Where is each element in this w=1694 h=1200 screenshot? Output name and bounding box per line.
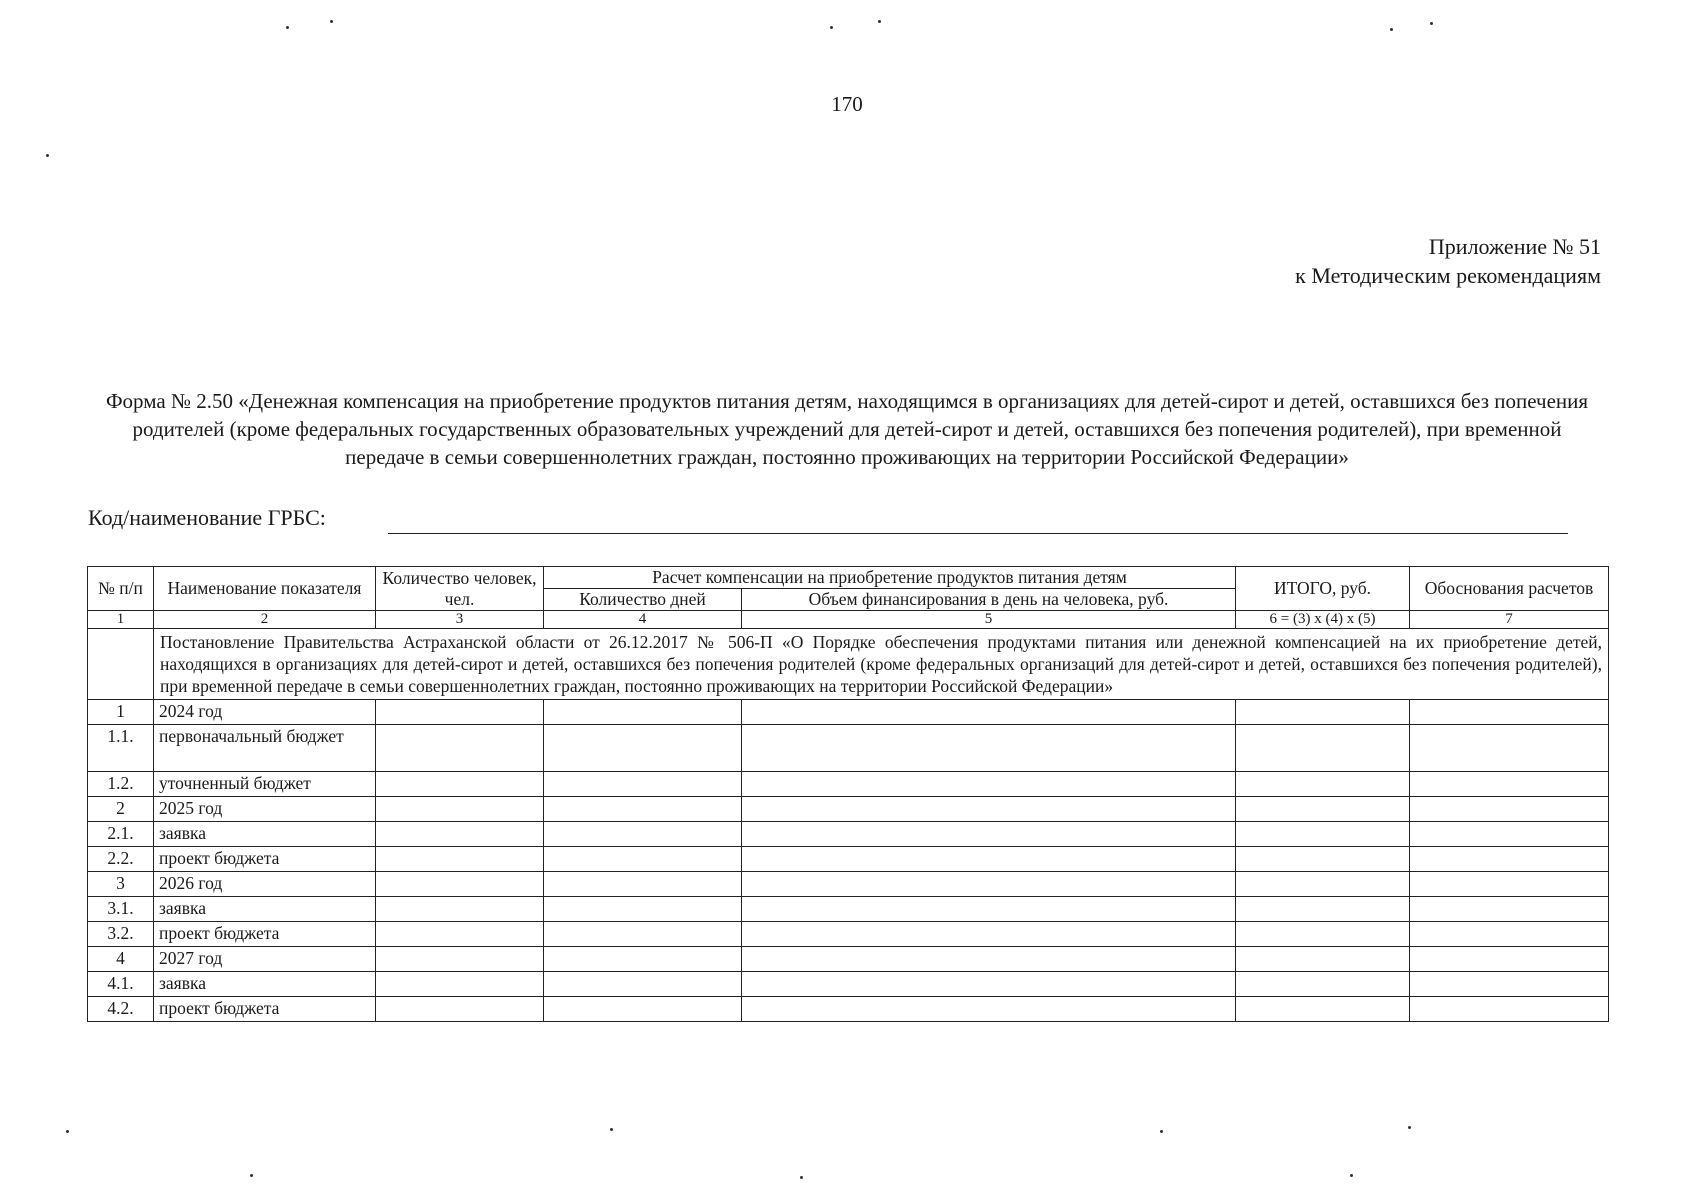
funding-cell: [742, 947, 1236, 972]
total-cell: [1236, 700, 1410, 725]
column-index: 6 = (3) x (4) x (5): [1236, 611, 1410, 629]
table-row: [88, 797, 1609, 822]
row-number: 2.1.: [88, 822, 154, 847]
table-row: [88, 700, 1609, 725]
appendix-line-1: Приложение № 51: [1428, 234, 1601, 259]
funding-cell: [742, 725, 1236, 772]
justification-cell: [1410, 725, 1609, 772]
header-funding: Объем финансирования в день на человека, руб.: [742, 589, 1236, 611]
days-cell: [544, 700, 742, 725]
row-number: 1.1.: [88, 725, 154, 772]
days-cell: [544, 872, 742, 897]
scan-speck: [1408, 1126, 1411, 1129]
table-row: [88, 997, 1609, 1022]
table-row: [88, 922, 1609, 947]
row-number: 4: [88, 947, 154, 972]
total-cell: [1236, 847, 1410, 872]
total-cell: [1236, 822, 1410, 847]
row-name: 2024 год: [154, 700, 376, 725]
scan-speck: [878, 20, 881, 23]
row-name: проект бюджета: [154, 847, 376, 872]
days-cell: [544, 797, 742, 822]
header-justification: Обоснования расчетов: [1410, 567, 1609, 611]
row-number: 4.2.: [88, 997, 154, 1022]
row-number: 3: [88, 872, 154, 897]
header-compensation-group: Расчет компенсации на приобретение продуктов питания детям: [544, 567, 1236, 589]
scan-speck: [286, 26, 289, 29]
total-cell: [1236, 872, 1410, 897]
funding-cell: [742, 997, 1236, 1022]
total-cell: [1236, 797, 1410, 822]
days-cell: [544, 725, 742, 772]
scan-speck: [330, 20, 333, 23]
row-number: 3.2.: [88, 922, 154, 947]
justification-cell: [1410, 847, 1609, 872]
scan-speck: [830, 26, 833, 29]
appendix-note: [1295, 232, 1601, 290]
table-row: [88, 822, 1609, 847]
row-number: 2: [88, 797, 154, 822]
justification-cell: [1410, 872, 1609, 897]
scan-speck: [1390, 28, 1393, 31]
table-row: [88, 847, 1609, 872]
form-title: Форма № 2.50 «Денежная компенсация на приобретение продуктов питания детям, находящимся в организациях для детей-сирот и детей, оставшихся без попечения родителей (кроме федеральных государственных образовательных учреждений для детей-сирот и детей, оставшихся без попечения родителей), при временной передаче в семьи совершеннолетних граждан, постоянно проживающих на территории Российской Федерации»: [105, 389, 1589, 469]
people-cell: [376, 700, 544, 725]
people-cell: [376, 797, 544, 822]
funding-cell: [742, 847, 1236, 872]
row-name: первоначальный бюджет: [154, 725, 376, 772]
row-name: проект бюджета: [154, 922, 376, 947]
scan-speck: [250, 1174, 253, 1177]
row-name: уточненный бюджет: [154, 772, 376, 797]
table-row: [88, 872, 1609, 897]
table-row: [88, 725, 1609, 772]
total-cell: [1236, 997, 1410, 1022]
row-number: 3.1.: [88, 897, 154, 922]
funding-cell: [742, 797, 1236, 822]
days-cell: [544, 772, 742, 797]
days-cell: [544, 997, 742, 1022]
funding-cell: [742, 772, 1236, 797]
column-index: 2: [154, 611, 376, 629]
funding-cell: [742, 872, 1236, 897]
header-days: Количество дней: [544, 589, 742, 611]
justification-cell: [1410, 972, 1609, 997]
row-number: 1.2.: [88, 772, 154, 797]
row-name: 2025 год: [154, 797, 376, 822]
row-number: 2.2.: [88, 847, 154, 872]
funding-cell: [742, 972, 1236, 997]
people-cell: [376, 772, 544, 797]
people-cell: [376, 725, 544, 772]
row-name: 2026 год: [154, 872, 376, 897]
total-cell: [1236, 772, 1410, 797]
header-people: Количество человек, чел.: [376, 567, 544, 611]
justification-cell: [1410, 997, 1609, 1022]
people-cell: [376, 872, 544, 897]
justification-cell: [1410, 897, 1609, 922]
row-name: заявка: [154, 822, 376, 847]
column-index: 4: [544, 611, 742, 629]
row-name: заявка: [154, 972, 376, 997]
row-name: 2027 год: [154, 947, 376, 972]
table-header-row: [88, 567, 1609, 589]
column-index: 5: [742, 611, 1236, 629]
row-number: 4.1.: [88, 972, 154, 997]
total-cell: [1236, 947, 1410, 972]
column-index: 1: [88, 611, 154, 629]
grbs-label: Код/наименование ГРБС:: [88, 505, 326, 530]
people-cell: [376, 997, 544, 1022]
column-index: 7: [1410, 611, 1609, 629]
funding-cell: [742, 822, 1236, 847]
appendix-line-2: к Методическим рекомендациям: [1295, 263, 1601, 288]
row-number: 1: [88, 700, 154, 725]
justification-cell: [1410, 797, 1609, 822]
funding-cell: [742, 897, 1236, 922]
header-num: № п/п: [88, 567, 154, 611]
funding-cell: [742, 922, 1236, 947]
justification-cell: [1410, 922, 1609, 947]
table-row: [88, 772, 1609, 797]
total-cell: [1236, 897, 1410, 922]
row-name: заявка: [154, 897, 376, 922]
decree-num-cell: [88, 629, 154, 700]
people-cell: [376, 947, 544, 972]
days-cell: [544, 822, 742, 847]
funding-cell: [742, 700, 1236, 725]
table-row: [88, 897, 1609, 922]
page-number: 170: [831, 92, 863, 116]
justification-cell: [1410, 947, 1609, 972]
grbs-fill-line: [388, 533, 1568, 534]
header-name: Наименование показателя: [154, 567, 376, 611]
people-cell: [376, 972, 544, 997]
days-cell: [544, 897, 742, 922]
row-name: проект бюджета: [154, 997, 376, 1022]
total-cell: [1236, 725, 1410, 772]
justification-cell: [1410, 700, 1609, 725]
decree-row: [88, 629, 1609, 700]
scan-speck: [1160, 1130, 1163, 1133]
days-cell: [544, 847, 742, 872]
table-row: [88, 947, 1609, 972]
total-cell: [1236, 972, 1410, 997]
days-cell: [544, 922, 742, 947]
justification-cell: [1410, 772, 1609, 797]
scan-speck: [610, 1128, 613, 1131]
people-cell: [376, 822, 544, 847]
scan-speck: [1430, 22, 1433, 25]
scan-speck: [800, 1176, 803, 1179]
table-body: [88, 700, 1609, 1022]
justification-cell: [1410, 822, 1609, 847]
people-cell: [376, 847, 544, 872]
header-total: ИТОГО, руб.: [1236, 567, 1410, 611]
scan-speck: [46, 154, 49, 157]
total-cell: [1236, 922, 1410, 947]
people-cell: [376, 897, 544, 922]
scan-speck: [66, 1130, 69, 1133]
column-index-row: [88, 611, 1609, 629]
calculation-table: [87, 566, 1609, 1022]
table-row: [88, 972, 1609, 997]
column-index: 3: [376, 611, 544, 629]
decree-text: Постановление Правительства Астраханской области от 26.12.2017 № 506-П «О Порядке обеспечения продуктами питания или денежной компенсацией на их приобретение детей, находящихся в организациях для детей-сирот и детей, оставшихся без попечения родителей (кроме федеральных организаций для детей-сирот и детей, оставшихся без попечения родителей), при временной передаче в семьи совершеннолетних граждан, постоянно проживающих на территории Российской Федерации»: [154, 629, 1609, 700]
people-cell: [376, 922, 544, 947]
days-cell: [544, 947, 742, 972]
scan-speck: [1350, 1174, 1353, 1177]
days-cell: [544, 972, 742, 997]
